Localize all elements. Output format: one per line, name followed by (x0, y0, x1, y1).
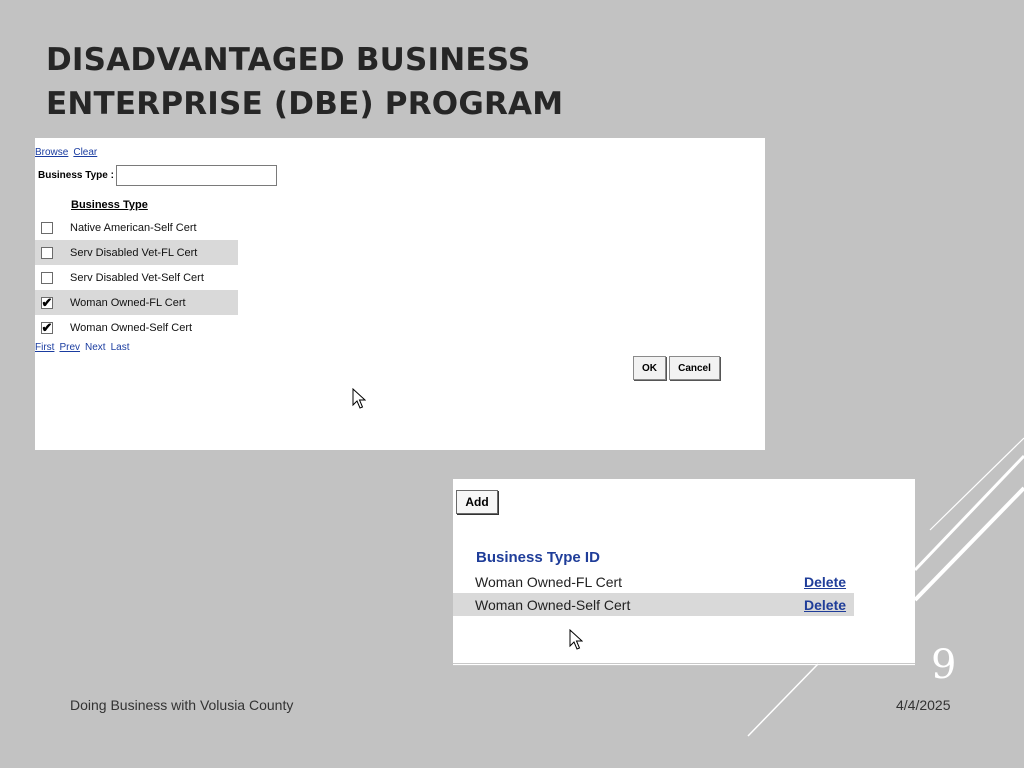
pager-last: Last (110, 342, 130, 353)
list-item-label: Serv Disabled Vet-FL Cert (70, 246, 198, 259)
list-item[interactable] (35, 315, 238, 340)
pager-next: Next (85, 342, 106, 353)
table-row (453, 593, 854, 616)
add-button[interactable]: Add (456, 490, 498, 514)
mouse-cursor-icon (352, 388, 366, 410)
checkbox[interactable] (41, 222, 53, 234)
business-type-lookup-panel (35, 138, 765, 450)
checkbox-checked[interactable]: ✔ (41, 320, 53, 335)
business-type-name: Woman Owned-Self Cert (475, 596, 631, 613)
page-number: 9 (931, 642, 957, 688)
business-type-search-input[interactable] (116, 165, 277, 186)
ok-button[interactable]: OK (633, 356, 666, 380)
business-type-search-label: Business Type : (38, 170, 114, 181)
footer-text: Doing Business with Volusia County (70, 697, 294, 713)
mouse-cursor-icon (569, 629, 583, 651)
pager (35, 342, 134, 353)
table-row (453, 570, 854, 593)
business-type-column-header[interactable]: Business Type (71, 199, 148, 211)
clear-link[interactable]: Clear (73, 147, 98, 158)
checkbox[interactable] (41, 272, 53, 284)
list-item-label: Woman Owned-Self Cert (70, 321, 193, 334)
pager-first-link[interactable]: First (35, 342, 55, 353)
cancel-button[interactable]: Cancel (669, 356, 720, 380)
selected-types-table (453, 570, 854, 616)
slide-title-line-2: ENTERPRISE (DBE) PROGRAM (46, 86, 564, 122)
business-type-id-header: Business Type ID (476, 549, 600, 566)
delete-link[interactable]: Delete (804, 573, 847, 590)
slide-title-line-1: DISADVANTAGED BUSINESS (46, 42, 531, 78)
list-item-label: Woman Owned-FL Cert (70, 296, 186, 309)
pager-prev-link[interactable]: Prev (59, 342, 81, 353)
delete-link[interactable]: Delete (804, 596, 847, 613)
list-item-label: Native American-Self Cert (70, 221, 197, 234)
list-item[interactable] (35, 265, 238, 290)
list-item-label: Serv Disabled Vet-Self Cert (70, 271, 204, 284)
slide-title (46, 38, 563, 126)
checkbox-checked[interactable]: ✔ (41, 295, 53, 310)
browse-link[interactable]: Browse (35, 147, 69, 158)
business-type-list (35, 215, 238, 340)
list-item[interactable] (35, 240, 238, 265)
footer-date: 4/4/2025 (896, 697, 951, 713)
business-type-name: Woman Owned-FL Cert (475, 573, 623, 590)
selected-business-types-panel (453, 479, 915, 666)
lookup-links (35, 147, 102, 158)
checkbox[interactable] (41, 247, 53, 259)
list-item[interactable] (35, 290, 238, 315)
list-item[interactable] (35, 215, 238, 240)
